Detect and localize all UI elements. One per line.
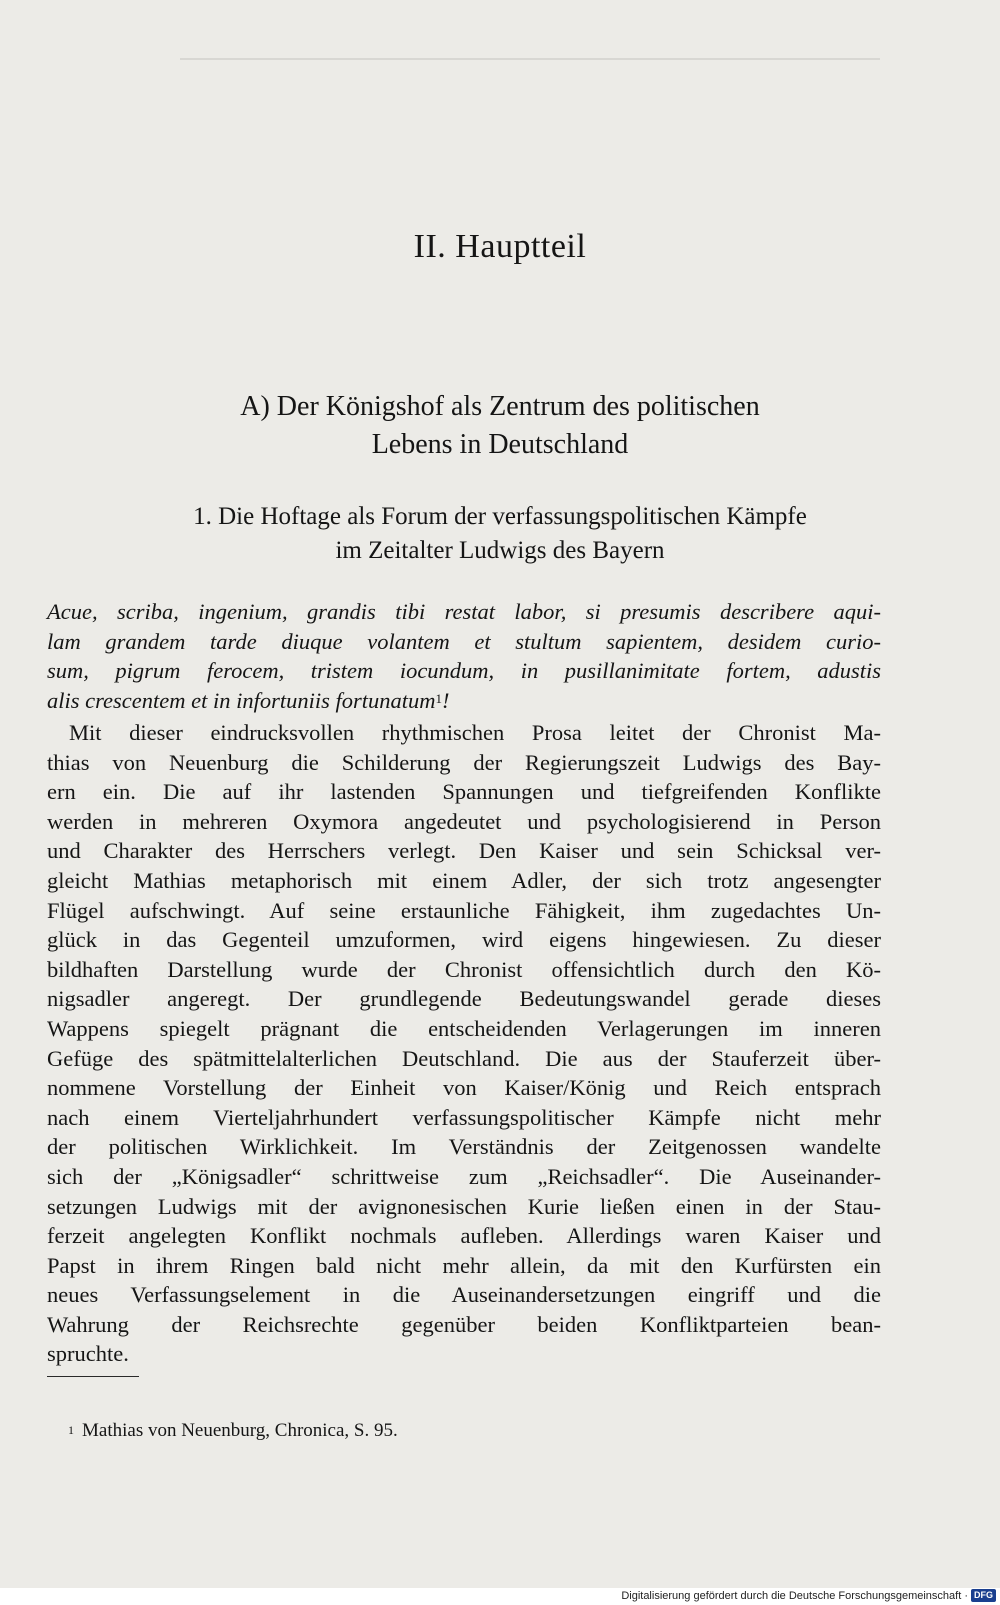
paragraph-line: ferzeit angelegten Konflikt nochmals aufleben. Allerdings waren Kaiser und: [47, 1223, 881, 1249]
quote-line: Acue, scriba, ingenium, grandis tibi restat labor, si presumis describere aqui-: [47, 599, 881, 624]
paragraph-line: werden in mehreren Oxymora angedeutet und psychologisierend in Person: [47, 808, 881, 834]
footnote-reference[interactable]: 1: [435, 690, 443, 706]
digitization-credit: Digitalisierung gefördert durch die Deutsche Forschungsgemeinschaft ·: [621, 1590, 968, 1602]
footnote-divider: [47, 1376, 139, 1377]
quote-line: sum, pigrum ferocem, tristem iocundum, in pusillanimitate fortem, adustis: [47, 658, 881, 684]
main-paragraph: [47, 718, 881, 1369]
section-title-line: A) Der Königshof als Zentrum des politischen: [240, 391, 760, 422]
show-through-line: [180, 58, 880, 60]
quote-line: alis crescentem et in infortuniis fortunatum: [47, 687, 436, 713]
paragraph-line: ern ein. Die auf ihr lastenden Spannungen und tiefgreifenden Konflikte: [47, 779, 881, 805]
latin-quote: [47, 597, 881, 715]
paragraph-line: gleicht Mathias metaphorisch mit einem Adler, der sich trotz angesengter: [47, 867, 881, 893]
paragraph-line: thias von Neuenburg die Schilderung der Regierungszeit Ludwigs des Bay-: [47, 749, 881, 775]
paragraph-line: spruchte.: [47, 1341, 129, 1367]
quote-last-line: [47, 686, 881, 716]
part-title: II. Hauptteil: [413, 228, 587, 265]
paragraph-line: Gefüge des spätmittelalterlichen Deutschland. Die aus der Stauferzeit über-: [47, 1045, 881, 1071]
subsection-title-line: 1. Die Hoftage als Forum der verfassungspolitischen Kämpfe: [193, 503, 807, 530]
paragraph-line: neues Verfassungselement in die Auseinandersetzungen eingriff und die: [47, 1282, 881, 1308]
quote-end-mark: !: [442, 687, 450, 713]
paragraph-line: Wappens spiegelt prägnant die entscheidenden Verlagerungen im inneren: [47, 1015, 881, 1041]
paragraph-line: der politischen Wirklichkeit. Im Verständnis der Zeitgenossen wandelte: [47, 1134, 881, 1160]
paragraph-line: bildhaften Darstellung wurde der Chronist offensichtlich durch den Kö-: [47, 956, 881, 982]
footnote-number: 1: [68, 1423, 74, 1437]
subsection-title: [0, 500, 1000, 568]
paragraph-line: nigsadler angeregt. Der grundlegende Bedeutungswandel gerade dieses: [47, 986, 881, 1012]
footnote: [68, 1419, 398, 1443]
quote-line: lam grandem tarde diuque volantem et stultum sapientem, desidem curio-: [47, 628, 881, 654]
paragraph-line: Flügel aufschwingt. Auf seine erstaunliche Fähigkeit, ihm zugedachtes Un-: [47, 897, 881, 923]
paragraph-line: Wahrung der Reichsrechte gegenüber beiden Konfliktparteien bean-: [47, 1311, 881, 1337]
paragraph-line: Mit dieser eindrucksvollen rhythmischen Prosa leitet der Chronist Ma-: [69, 720, 881, 745]
subsection-title-line: im Zeitalter Ludwigs des Bayern: [335, 537, 665, 564]
section-title: [0, 388, 1000, 464]
paragraph-line: nommene Vorstellung der Einheit von Kaiser/König und Reich entsprach: [47, 1075, 881, 1101]
paragraph-line: nach einem Vierteljahrhundert verfassungspolitischer Kämpfe nicht mehr: [47, 1104, 881, 1130]
section-title-line: Lebens in Deutschland: [371, 429, 629, 460]
paragraph-line: setzungen Ludwigs mit der avignonesischen Kurie ließen einen in der Stau-: [47, 1193, 881, 1219]
footnote-text: Mathias von Neuenburg, Chronica, S. 95.: [82, 1420, 398, 1441]
paragraph-line: sich der „Königsadler“ schrittweise zum „Reichsadler“. Die Auseinander-: [47, 1163, 881, 1189]
paragraph-line: glück in das Gegenteil umzuformen, wird eigens hingewiesen. Zu dieser: [47, 927, 881, 953]
paragraph-line: Papst in ihrem Ringen bald nicht mehr allein, da mit den Kurfürsten ein: [47, 1252, 881, 1278]
dfg-logo[interactable]: DFG: [971, 1589, 996, 1602]
paragraph-line: und Charakter des Herrschers verlegt. Den Kaiser und sein Schicksal ver-: [47, 838, 881, 864]
